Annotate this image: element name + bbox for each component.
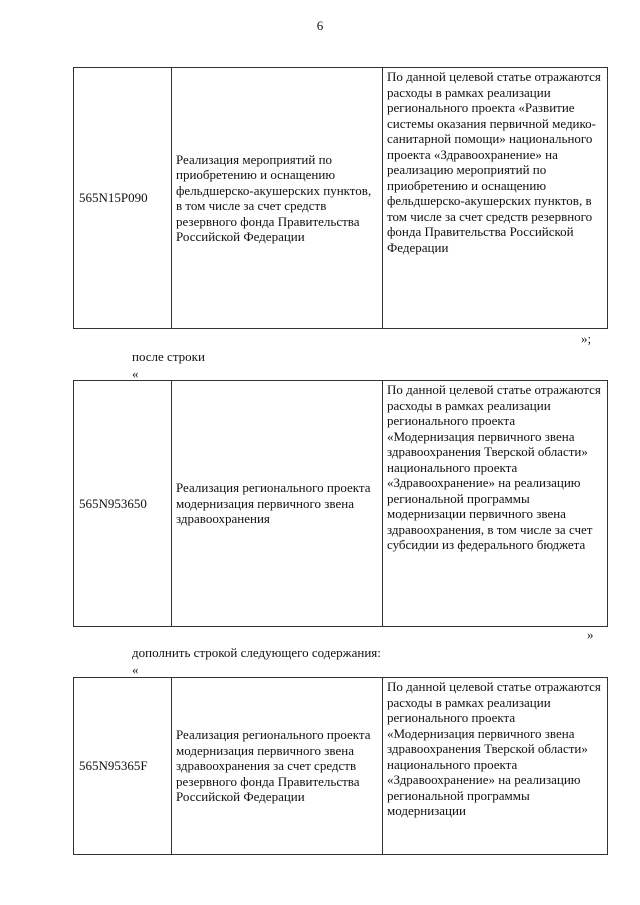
target-item-name: Реализация мероприятий по приобретению и оснащению фельдшерско-акушерских пунктов, в том числе за счет средств резервного фонда Правительства Российской Федерации xyxy=(172,68,383,329)
budget-table-3 xyxy=(73,677,608,855)
target-item-name: Реализация регионального проекта модернизация первичного звена здравоохранения xyxy=(172,381,383,627)
opening-quote: « xyxy=(132,662,139,677)
target-item-description: По данной целевой статье отражаются расходы в рамках реализации регионального проекта «Модернизация первичного звена здравоохранения Тверской области» национального проекта «Здравоохранение» на реализацию региональной программы модернизации xyxy=(383,678,608,855)
target-item-description: По данной целевой статье отражаются расходы в рамках реализации регионального проекта «Модернизация первичного звена здравоохранения Тверской области» национального проекта «Здравоохранение» на реализацию региональной программы модернизации первичного звена здравоохранения, в том числе за счет субсидии из федерального бюджета xyxy=(383,381,608,627)
table-row xyxy=(74,68,608,329)
target-item-code: 565N953650 xyxy=(74,381,172,627)
budget-table-1 xyxy=(73,67,608,329)
page-number: 6 xyxy=(316,18,324,33)
target-item-description: По данной целевой статье отражаются расходы в рамках реализации регионального проекта «Развитие системы оказания первичной медико-санитарной помощи» национального проекта «Здравоохранение» на реализацию мероприятий по приобретению и оснащению фельдшерско-акушерских пунктов, в том числе за счет средств резервного фонда Правительства Российской Федерации xyxy=(383,68,608,329)
table-row xyxy=(74,381,608,627)
closing-quote: »; xyxy=(581,331,592,346)
table-row xyxy=(74,678,608,855)
supplement-text: дополнить строкой следующего содержания: xyxy=(132,645,381,660)
budget-table-2 xyxy=(73,380,608,627)
closing-quote: » xyxy=(587,627,594,642)
target-item-code: 565N95365F xyxy=(74,678,172,855)
after-line-text: после строки xyxy=(132,349,205,364)
opening-quote: « xyxy=(132,366,139,381)
target-item-name: Реализация регионального проекта модернизация первичного звена здравоохранения за счет средств резервного фонда Правительства Российской Федерации xyxy=(172,678,383,855)
target-item-code: 565N15P090 xyxy=(74,68,172,329)
